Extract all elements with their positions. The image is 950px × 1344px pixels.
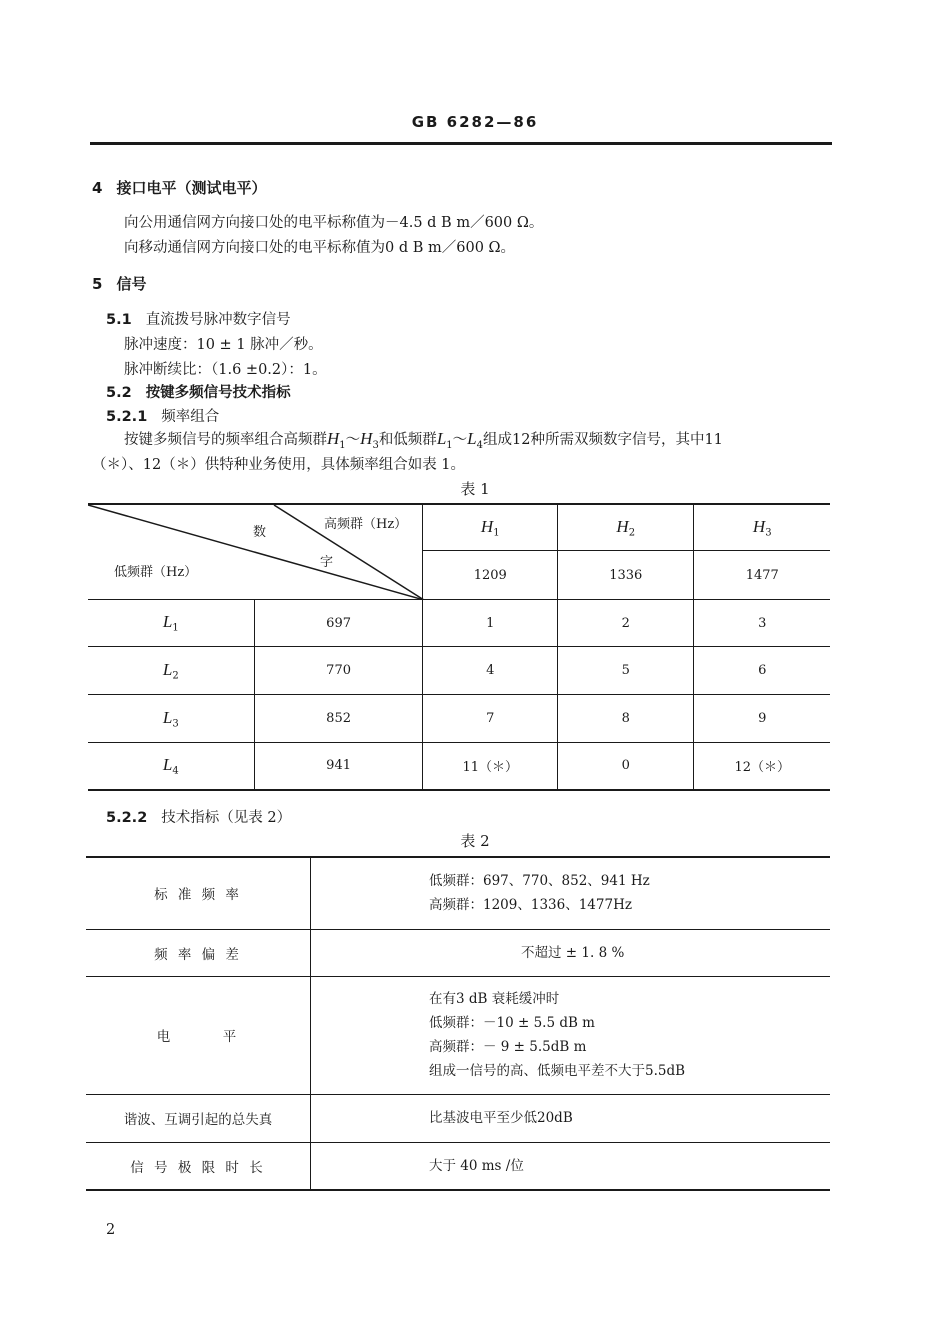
spec-value-line: 在有3 dB 衰耗缓冲时: [429, 991, 560, 1007]
section-4-line-1: 向公用通信网方向接口处的电平标称值为－4.5 d B m／600 Ω。: [124, 215, 544, 231]
digit-cell: 0: [558, 743, 694, 790]
section-4-line-2: 向移动通信网方向接口处的电平标称值为0 d B m／600 Ω。: [124, 240, 516, 256]
digit-cell: 6: [694, 647, 830, 695]
symbol-h: H: [616, 516, 629, 536]
spec-value: [311, 929, 831, 976]
spec-value-line: 不超过 ± 1. 8 %: [521, 944, 625, 961]
spec-value: [311, 857, 831, 929]
spec-value-line: 高频群：1209、1336、1477Hz: [429, 897, 632, 914]
table-row: [86, 929, 830, 976]
section-title: 技术指标（见表 2）: [161, 810, 292, 826]
pulse-ratio: 脉冲断续比：（1.6 ±0.2）：1。: [124, 362, 327, 378]
pulse-speed: 脉冲速度：10 ± 1 脉冲／秒。: [124, 337, 323, 353]
digit-cell: 4: [423, 647, 558, 695]
row-header-l3: [88, 695, 254, 743]
symbol-l: L: [162, 612, 173, 632]
section-number: 5: [92, 275, 103, 293]
digit-header-b: 字: [320, 555, 334, 570]
section-number: 5.2: [106, 385, 132, 401]
column-frequency: 1336: [558, 551, 694, 600]
column-header-h2: [558, 504, 694, 551]
row-header-l1: [88, 600, 254, 647]
subscript: 3: [765, 527, 772, 539]
spec-value: [311, 976, 831, 1094]
section-4-heading: [92, 177, 266, 198]
frequency-combination-table: [88, 503, 830, 791]
table-row: [86, 976, 830, 1094]
section-5-2-1-text: [124, 428, 723, 451]
spec-label: 谐波、互调引起的总失真: [86, 1094, 311, 1142]
digit-cell: 12（＊）: [694, 743, 830, 790]
technical-specs-table: [86, 856, 830, 1191]
header-rule: [90, 142, 832, 145]
section-5-2-heading: [106, 381, 291, 402]
section-5-2-1-heading: [106, 405, 219, 426]
section-number: 5.2.2: [106, 810, 148, 826]
tilde: ～: [345, 432, 361, 448]
subscript: 4: [476, 439, 483, 451]
symbol-l: L: [467, 429, 477, 448]
subscript: 2: [628, 527, 636, 539]
subscript: 4: [172, 765, 179, 777]
column-frequency: 1209: [423, 551, 558, 600]
spec-label: 电 平: [86, 976, 311, 1094]
symbol-l: L: [436, 429, 447, 448]
row-header-l2: [88, 647, 254, 695]
subscript: 3: [172, 718, 179, 730]
subscript: 1: [172, 622, 179, 634]
digit-cell: 2: [558, 600, 694, 647]
table-1-corner-cell: [88, 504, 423, 600]
tilde: ～: [452, 432, 468, 448]
spec-value-line: 低频群：－10 ± 5.5 dB m: [429, 1015, 595, 1031]
low-group-header: 低频群（Hz）: [114, 565, 198, 580]
spec-value: [311, 1094, 831, 1142]
table-row: [88, 600, 830, 647]
digit-cell: 8: [558, 695, 694, 743]
digit-cell: 5: [558, 647, 694, 695]
section-title: 信号: [116, 275, 147, 293]
digit-cell: 11（＊）: [423, 743, 558, 790]
table-row: [88, 743, 830, 790]
section-5-1-heading: [106, 308, 291, 329]
spec-label: 标 准 频 率: [86, 857, 311, 929]
spec-label: 频 率 偏 差: [86, 929, 311, 976]
symbol-h: H: [480, 516, 494, 536]
subscript: 2: [172, 670, 179, 682]
subscript: 1: [339, 439, 346, 451]
spec-label: 信 号 极 限 时 长: [86, 1142, 311, 1190]
digit-cell: 3: [694, 600, 830, 647]
subscript: 1: [493, 527, 500, 539]
digit-cell: 9: [694, 695, 830, 743]
subscript: 3: [372, 439, 379, 451]
section-number: 5.2.1: [106, 409, 148, 425]
symbol-l: L: [162, 707, 173, 727]
spec-value-line: 组成一信号的高、低频电平差不大于5.5dB: [429, 1063, 686, 1079]
symbol-h: H: [327, 429, 340, 448]
text-part: 组成12种所需双频数字信号，其中11: [483, 432, 723, 448]
symbol-h: H: [752, 516, 766, 536]
table-row: [88, 647, 830, 695]
page-number: 2: [106, 1222, 116, 1238]
digit-cell: 7: [423, 695, 558, 743]
row-frequency: 697: [254, 600, 423, 647]
subscript: 1: [446, 439, 453, 451]
row-header-l4: [88, 743, 254, 790]
symbol-l: L: [162, 754, 173, 774]
high-group-header: 高频群（Hz）: [324, 517, 408, 532]
column-frequency: 1477: [694, 551, 830, 600]
table-2-caption: 表 2: [460, 832, 490, 850]
table-row: [88, 695, 830, 743]
section-5-2-2-heading: [106, 806, 291, 827]
digit-cell: 1: [423, 600, 558, 647]
section-number: 5.1: [106, 312, 132, 328]
spec-value-line: 大于 40 ms /位: [429, 1157, 524, 1174]
text-part: 按键多频信号的频率组合高频群: [124, 432, 327, 448]
column-header-h1: [423, 504, 558, 551]
symbol-h: H: [360, 429, 373, 448]
spec-value-line: 高频群：－ 9 ± 5.5dB m: [429, 1039, 587, 1055]
section-title: 接口电平（测试电平）: [116, 179, 267, 197]
section-5-2-1-text-line-2: （＊）、12（＊）供特种业务使用，具体频率组合如表 1。: [92, 457, 466, 473]
spec-value-line: 比基波电平至少低20dB: [429, 1110, 573, 1126]
row-frequency: 852: [254, 695, 423, 743]
standard-number: GB 6282—86: [411, 113, 539, 131]
table-row: [86, 857, 830, 929]
spec-value-line: 低频群：697、770、852、941 Hz: [429, 873, 650, 890]
symbol-l: L: [162, 659, 173, 679]
spec-value: [311, 1142, 831, 1190]
row-frequency: 941: [254, 743, 423, 790]
table-1-caption: 表 1: [460, 480, 490, 498]
column-header-h3: [694, 504, 830, 551]
digit-header-a: 数: [253, 525, 267, 540]
section-5-heading: [92, 273, 146, 294]
table-row: [86, 1142, 830, 1190]
row-frequency: 770: [254, 647, 423, 695]
section-title: 直流拨号脉冲数字信号: [145, 312, 291, 328]
text-part: 和低频群: [378, 432, 437, 448]
section-number: 4: [92, 179, 103, 197]
table-row: [86, 1094, 830, 1142]
section-title: 按键多频信号技术指标: [145, 385, 291, 401]
section-title: 频率组合: [161, 409, 220, 425]
